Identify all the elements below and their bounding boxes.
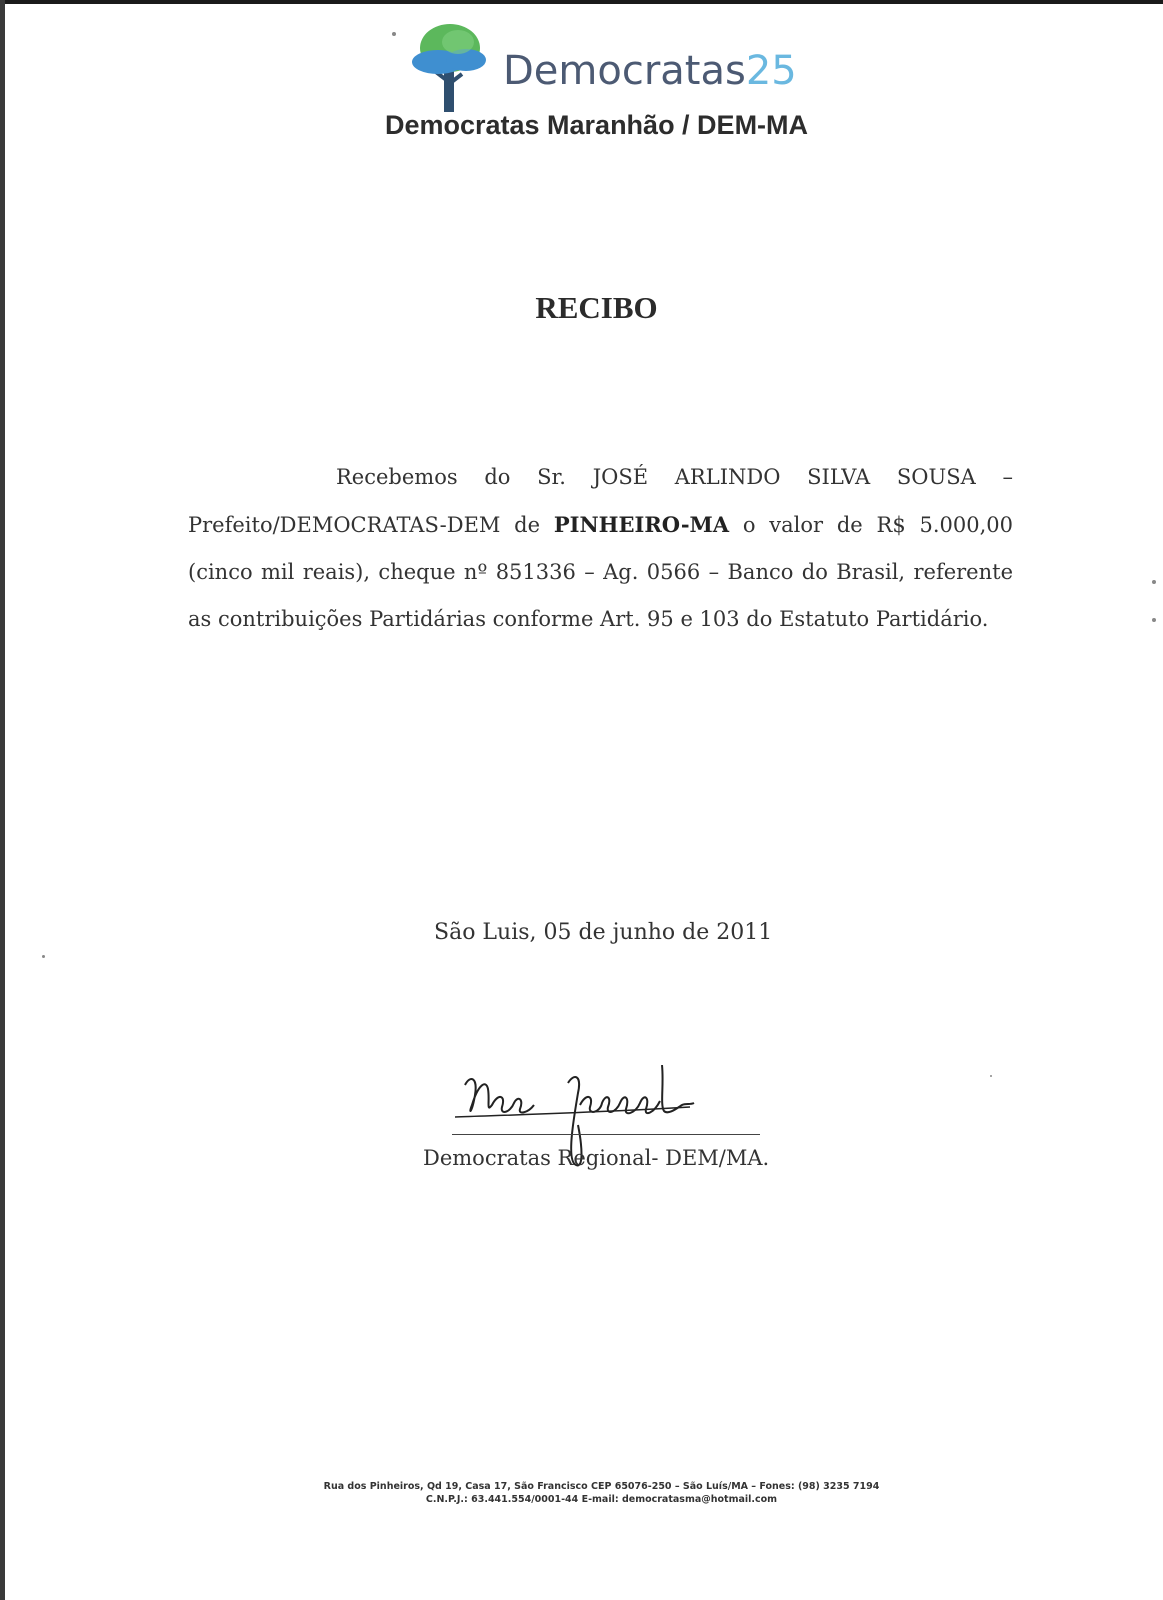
receipt-body [188, 454, 1013, 643]
signatory-name: Democratas Regional- DEM/MA. [423, 1146, 770, 1170]
receipt-paragraph [188, 454, 1013, 643]
footer-address: Rua dos Pinheiros, Qd 19, Casa 17, São Francisco CEP 65076-250 – São Luís/MA – Fones: (98) 3235 7194 [323, 1481, 880, 1492]
tree-logo-icon [410, 22, 490, 114]
city-name: PINHEIRO-MA [553, 512, 730, 537]
body-part-2: o valor de R$ 5.000,00 (cinco mil reais), cheque nº 851336 – Ag. 0566 – Banco do Brasil, referente as contribuições Partidárias conforme Art. 95 e 103 do Estatuto Partidário. [188, 513, 1013, 631]
issue-date: São Luis, 05 de junho de 2011 [434, 920, 773, 945]
footer [0, 1480, 1163, 1506]
scan-speck [1152, 618, 1156, 622]
body-part-1: Recebemos do Sr. JOSÉ ARLINDO SILVA SOUSA – Prefeito/DEMOCRATAS-DEM de [188, 465, 1013, 537]
organization-subtitle: Democratas Maranhão / DEM-MA [384, 110, 809, 140]
scan-speck [1152, 580, 1156, 584]
brand-name [503, 48, 797, 94]
signature-line [452, 1134, 760, 1135]
scan-border-top [0, 0, 1163, 4]
scan-speck [42, 955, 45, 958]
document-title: RECIBO [535, 290, 658, 325]
brand-number: 25 [745, 48, 797, 94]
brand-text: Democratas [503, 48, 746, 94]
scan-speck [392, 32, 396, 36]
footer-cnpj-email: C.N.P.J.: 63.441.554/0001-44 E-mail: democratasma@hotmail.com [425, 1494, 778, 1505]
scan-speck [990, 1075, 992, 1077]
scan-border-left [0, 0, 5, 1600]
